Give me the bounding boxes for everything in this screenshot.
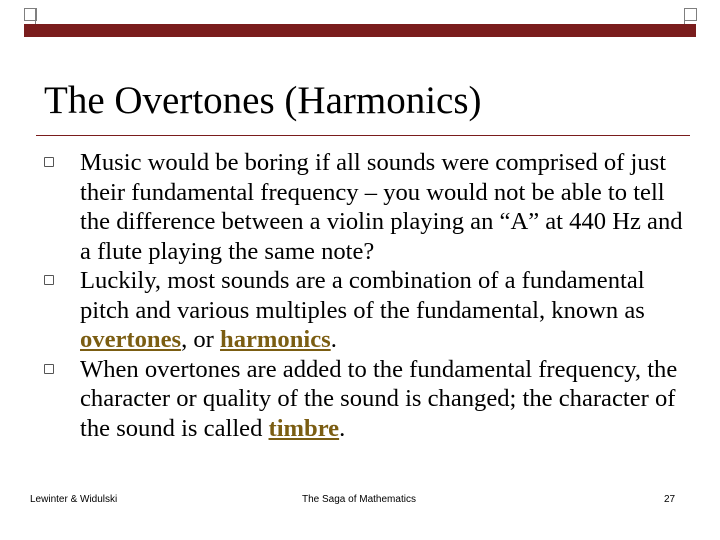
decor-line-right xyxy=(684,8,685,24)
footer-authors: Lewinter & Widulski xyxy=(30,494,118,505)
hollow-square-bullet-icon xyxy=(44,275,54,285)
title-divider xyxy=(36,135,690,136)
slide-title: The Overtones (Harmonics) xyxy=(44,79,482,122)
bullet-text: Luckily, most sounds are a combination of a fundamental pitch and various multiples of the fundamental, known as xyxy=(80,267,645,324)
bullet-text: . xyxy=(330,326,337,353)
decor-line-left xyxy=(35,8,36,24)
term-timbre: timbre xyxy=(268,414,340,442)
bullet-text: . xyxy=(339,414,346,442)
bullet-text: When overtones are added to the fundamental frequency, the character or quality of the sound is changed; the character of the sound is called xyxy=(80,355,678,442)
bullet-text: Music would be boring if all sounds were comprised of just their fundamental frequency – you would not be able to tell the difference between a violin playing an “A” at 440 Hz and a flute playing the same note? xyxy=(80,149,683,265)
corner-square-right xyxy=(684,8,697,21)
page-number: 27 xyxy=(664,494,676,505)
term-overtones: overtones xyxy=(80,326,182,353)
footer-book-title: The Saga of Mathematics xyxy=(302,494,416,505)
header-accent-bar xyxy=(24,24,696,37)
bullet-text: , or xyxy=(181,326,221,353)
hollow-square-bullet-icon xyxy=(44,364,54,374)
bullet-list xyxy=(44,148,684,443)
bullet-item xyxy=(44,148,684,266)
bullet-item xyxy=(44,266,684,355)
term-harmonics: harmonics xyxy=(220,326,331,353)
hollow-square-bullet-icon xyxy=(44,157,54,167)
bullet-item xyxy=(44,355,684,444)
